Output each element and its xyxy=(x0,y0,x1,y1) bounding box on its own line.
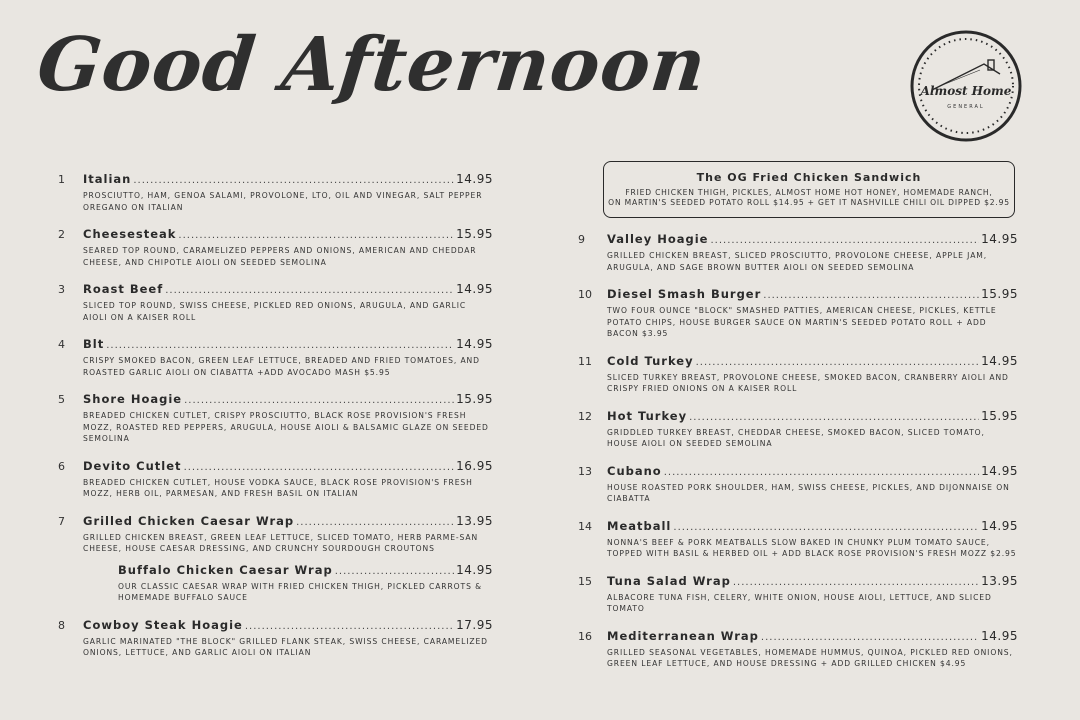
item-description: GRILLED CHICKEN BREAST, GREEN LEAF LETTUCE, SLICED TOMATO, HERB PARME-SAN CHEESE, HOUSE CAESAR DRESSING, AND CRUNCHY SOURDOUGH CROUTONS xyxy=(83,532,479,553)
menu-item xyxy=(578,574,1018,615)
item-name: Tuna Salad Wrap xyxy=(607,573,731,588)
item-price: 15.95 xyxy=(456,227,493,241)
logo-subtitle: GENERAL xyxy=(947,104,985,110)
menu-item xyxy=(578,232,1018,273)
menu-item xyxy=(58,227,493,268)
item-name: Italian xyxy=(83,172,132,186)
featured-item-desc xyxy=(604,188,1014,208)
leader-dots xyxy=(106,340,454,351)
item-price: 15.95 xyxy=(981,408,1018,423)
item-description: SLICED TURKEY BREAST, PROVOLONE CHEESE, SMOKED BACON, CRANBERRY AIOLI AND CRISPY FRIED ONIONS ON A KAISER ROLL xyxy=(607,372,1009,393)
leader-dots xyxy=(664,467,979,478)
item-price: 15.95 xyxy=(456,392,493,406)
item-price: 14.95 xyxy=(456,282,493,296)
brand-logo xyxy=(910,30,1022,142)
item-name: Mediterranean Wrap xyxy=(607,628,759,643)
item-price: 17.95 xyxy=(456,617,493,632)
leader-dots xyxy=(710,235,979,246)
item-description: SLICED TOP ROUND, SWISS CHEESE, PICKLED RED ONIONS, ARUGULA, AND GARLIC AIOLI ON A KAISER ROLL xyxy=(83,301,467,322)
leader-dots xyxy=(335,566,454,577)
leader-dots xyxy=(296,517,454,528)
item-price: 14.95 xyxy=(981,353,1018,368)
menu-item xyxy=(58,282,493,323)
menu-item xyxy=(578,354,1018,395)
item-number: 1 xyxy=(58,173,65,186)
menu-item xyxy=(58,459,493,500)
menu-column-left xyxy=(58,172,493,673)
item-description: BREADED CHICKEN CUTLET, CRISPY PROSCIUTTO, BLACK ROSE PROVISION'S FRESH MOZZ, ROASTED RED PEPPERS, ARUGULA, HOUSE AIOLI & BALSAMIC GLAZE ON SEEDED SEMOLINA xyxy=(83,411,489,443)
item-name: Cubano xyxy=(607,463,662,478)
item-price: 14.95 xyxy=(981,463,1018,478)
item-description: SEARED TOP ROUND, CARAMELIZED PEPPERS AND ONIONS, AMERICAN AND CHEDDAR CHEESE, AND CHIPOTLE AIOLI ON SEEDED SEMOLINA xyxy=(83,246,477,267)
item-description: BREADED CHICKEN CUTLET, HOUSE VODKA SAUCE, BLACK ROSE PROVISION'S FRESH MOZZ, HERB OIL, PARMESAN, AND FRESH BASIL ON ITALIAN xyxy=(83,477,473,498)
item-name: Meatball xyxy=(607,518,672,533)
item-number: 8 xyxy=(58,618,65,632)
item-name: Hot Turkey xyxy=(607,408,688,423)
item-price: 16.95 xyxy=(456,458,493,473)
item-price: 14.95 xyxy=(456,172,493,186)
leader-dots xyxy=(165,285,454,296)
item-description: PROSCIUTTO, HAM, GENOA SALAMI, PROVOLONE, LTO, OIL AND VINEGAR, SALT PEPPER OREGANO ON ITALIAN xyxy=(83,191,483,212)
menu-item xyxy=(578,629,1018,670)
item-price: 13.95 xyxy=(456,513,493,528)
menu-item xyxy=(578,519,1018,560)
item-number: 5 xyxy=(58,393,65,406)
leader-dots xyxy=(763,290,979,301)
leader-dots xyxy=(761,632,979,643)
item-number: 10 xyxy=(578,288,592,301)
item-description: GRILLED SEASONAL VEGETABLES, HOMEMADE HUMMUS, QUINOA, PICKLED RED ONIONS, GREEN LEAF LETTUCE, AND HOUSE DRESSING + ADD GRILLED CHICKEN $4.95 xyxy=(607,647,1013,668)
item-name: Grilled Chicken Caesar Wrap xyxy=(83,513,295,528)
item-description: HOUSE ROASTED PORK SHOULDER, HAM, SWISS CHEESE, PICKLES, AND DIJONNAISE ON CIABATTA xyxy=(607,482,1010,503)
featured-desc-line-2: ON MARTIN'S SEEDED POTATO ROLL $14.95 + GET IT NASHVILLE CHILI OIL DIPPED $2.95 xyxy=(608,198,1010,207)
item-number: 12 xyxy=(578,409,592,423)
menu-item xyxy=(58,172,493,213)
item-number: 11 xyxy=(578,354,592,368)
item-description: ALBACORE TUNA FISH, CELERY, WHITE ONION, HOUSE AIOLI, LETTUCE, AND SLICED TOMATO xyxy=(607,592,992,613)
item-description: OUR CLASSIC CAESAR WRAP WITH FRIED CHICKEN THIGH, PICKLED CARROTS & HOMEMADE BUFFALO SAUCE xyxy=(118,581,482,602)
featured-item-title: The OG Fried Chicken Sandwich xyxy=(696,171,922,184)
item-number: 15 xyxy=(578,574,592,588)
leader-dots xyxy=(133,175,454,186)
menu-sub-item xyxy=(118,563,493,604)
page-title: Good Afternoon xyxy=(33,22,711,108)
leader-dots xyxy=(184,395,454,406)
item-price: 14.95 xyxy=(456,337,493,351)
item-number: 9 xyxy=(578,233,585,246)
leader-dots xyxy=(184,462,455,473)
menu-item xyxy=(578,287,1018,340)
item-description: NONNA'S BEEF & PORK MEATBALLS SLOW BAKED IN CHUNKY PLUM TOMATO SAUCE, TOPPED WITH BASIL & HERBED OIL + ADD BLACK ROSE PROVISION'S FRESH MOZZ $2.95 xyxy=(607,537,1017,558)
menu-column-right xyxy=(578,232,1018,684)
item-number: 4 xyxy=(58,338,65,351)
item-price: 14.95 xyxy=(456,562,493,577)
menu-item xyxy=(58,337,493,378)
featured-desc-line-1: FRIED CHICKEN THIGH, PICKLES, ALMOST HOME HOT HONEY, HOMEMADE RANCH, xyxy=(625,188,993,197)
item-number: 6 xyxy=(58,459,65,473)
item-name: Shore Hoagie xyxy=(83,392,183,406)
item-name: Valley Hoagie xyxy=(607,232,709,246)
menu-item xyxy=(58,618,493,659)
item-price: 14.95 xyxy=(981,628,1018,643)
item-number: 13 xyxy=(578,464,592,478)
item-description: GRILLED CHICKEN BREAST, SLICED PROSCIUTTO, PROVOLONE CHEESE, APPLE JAM, ARUGULA, AND SAGE BROWN BUTTER AIOLI ON SEEDED SEMOLINA xyxy=(607,251,988,272)
item-name: Cowboy Steak Hoagie xyxy=(83,617,243,632)
logo-name: Almost Home xyxy=(920,84,1012,98)
item-name: Devito Cutlet xyxy=(83,458,182,473)
leader-dots xyxy=(245,621,454,632)
leader-dots xyxy=(733,577,979,588)
item-price: 14.95 xyxy=(981,232,1018,246)
item-price: 14.95 xyxy=(981,518,1018,533)
item-name: Buffalo Chicken Caesar Wrap xyxy=(118,562,333,577)
item-description: TWO FOUR OUNCE "BLOCK" SMASHED PATTIES, AMERICAN CHEESE, PICKLES, KETTLE POTATO CHIPS, HOUSE BURGER SAUCE ON MARTIN'S SEEDED POTATO ROLL + ADD BACON $3.95 xyxy=(607,306,997,338)
menu-item xyxy=(578,464,1018,505)
item-number: 7 xyxy=(58,514,65,528)
menu-item xyxy=(58,392,493,445)
featured-item-box xyxy=(603,161,1015,218)
leader-dots xyxy=(689,412,979,423)
item-description: GRIDDLED TURKEY BREAST, CHEDDAR CHEESE, SMOKED BACON, SLICED TOMATO, HOUSE AIOLI ON SEEDED SEMOLINA xyxy=(607,427,985,448)
item-price: 13.95 xyxy=(981,573,1018,588)
item-name: Blt xyxy=(83,337,105,351)
item-number: 16 xyxy=(578,629,592,643)
item-description: CRISPY SMOKED BACON, GREEN LEAF LETTUCE, BREADED AND FRIED TOMATOES, AND ROASTED GARLIC AIOLI ON CIABATTA +ADD AVOCADO MASH $5.95 xyxy=(83,356,480,377)
leader-dots xyxy=(673,522,979,533)
item-number: 2 xyxy=(58,228,65,241)
item-name: Cold Turkey xyxy=(607,353,694,368)
item-name: Cheesesteak xyxy=(83,227,177,241)
item-name: Roast Beef xyxy=(83,282,164,296)
leader-dots xyxy=(178,230,454,241)
menu-item xyxy=(578,409,1018,450)
item-price: 15.95 xyxy=(981,287,1018,301)
item-description: GARLIC MARINATED "THE BLOCK" GRILLED FLANK STEAK, SWISS CHEESE, CARAMELIZED ONIONS, LETTUCE, AND GARLIC AIOLI ON ITALIAN xyxy=(83,636,488,657)
item-number: 14 xyxy=(578,519,592,533)
leader-dots xyxy=(696,357,980,368)
item-name: Diesel Smash Burger xyxy=(607,287,762,301)
menu-item xyxy=(58,514,493,555)
item-number: 3 xyxy=(58,283,65,296)
